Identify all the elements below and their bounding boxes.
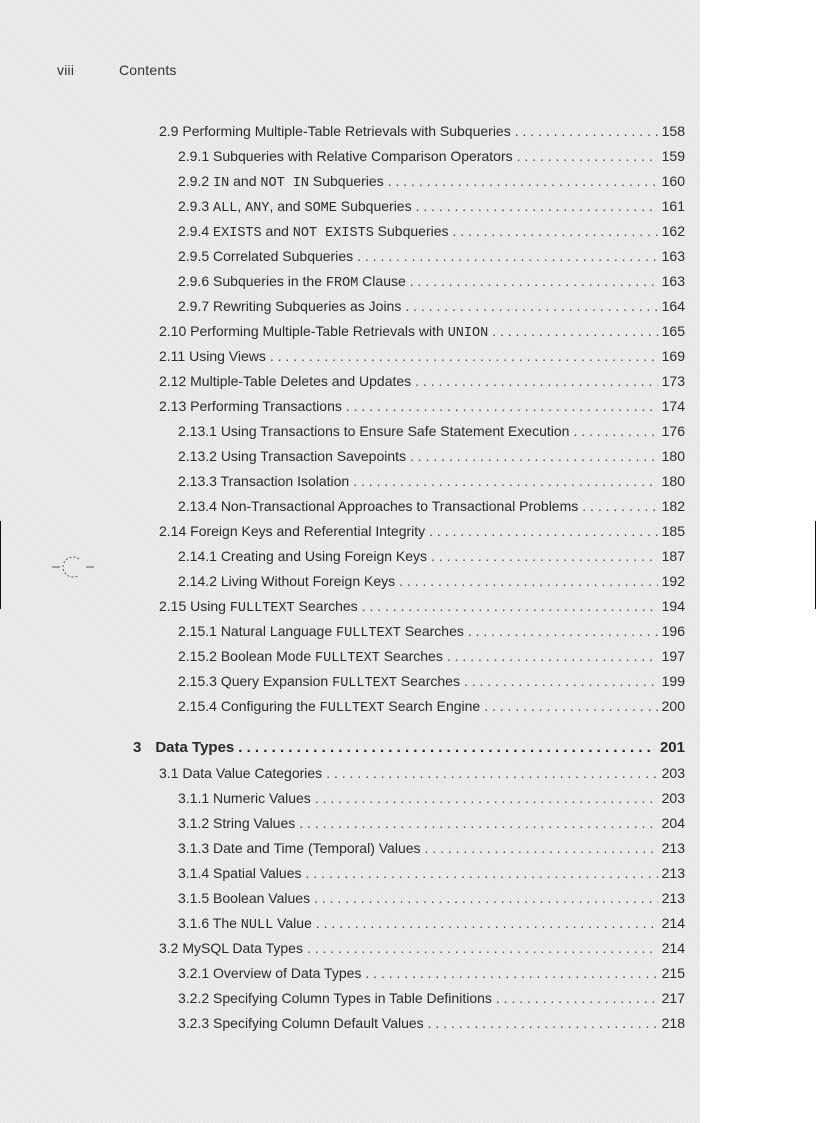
dot-leader xyxy=(316,913,658,933)
dot-leader xyxy=(492,321,657,341)
dot-leader xyxy=(416,196,658,216)
dot-leader xyxy=(431,546,658,566)
toc-page-number: 159 xyxy=(661,148,685,164)
page-number: viii xyxy=(57,62,75,78)
dot-leader xyxy=(484,696,657,716)
toc-entry[interactable] xyxy=(178,296,685,316)
toc-page-number: 164 xyxy=(661,298,685,314)
toc-entry-label: 2.15.4 Configuring the FULLTEXT Search Engine xyxy=(178,698,481,716)
dot-leader xyxy=(399,571,658,591)
dot-leader xyxy=(464,671,658,691)
toc-entry[interactable] xyxy=(178,646,685,666)
toc-page-number: 163 xyxy=(661,273,685,289)
dot-leader xyxy=(447,646,658,666)
running-header-title: Contents xyxy=(119,62,177,78)
toc-page-number: 213 xyxy=(661,840,685,856)
dot-leader xyxy=(388,171,658,191)
toc-entry[interactable] xyxy=(159,346,685,366)
toc-entry-label: 3.1 Data Value Categories xyxy=(159,765,323,781)
toc-entry[interactable] xyxy=(178,863,685,883)
toc-entry-label: 3.1.3 Date and Time (Temporal) Values xyxy=(178,840,421,856)
dot-leader xyxy=(365,963,657,983)
dot-leader xyxy=(357,246,658,266)
dot-leader xyxy=(496,988,658,1008)
dot-leader xyxy=(346,396,658,416)
toc-page-number: 165 xyxy=(661,323,685,339)
toc-page-number: 174 xyxy=(661,398,685,414)
toc-page-number: 203 xyxy=(661,765,685,781)
dot-leader xyxy=(573,421,657,441)
toc-entry[interactable] xyxy=(178,963,685,983)
toc-entry-label: 2.15.2 Boolean Mode FULLTEXT Searches xyxy=(178,648,443,666)
toc-entry-label: 2.9.2 IN and NOT IN Subqueries xyxy=(178,173,384,191)
dot-leader xyxy=(299,813,657,833)
toc-entry[interactable] xyxy=(178,621,685,641)
toc-entry-label: 3.2.2 Specifying Column Types in Table Definitions xyxy=(178,990,492,1006)
dot-leader xyxy=(468,621,658,641)
toc-entry-label: 2.14.2 Living Without Foreign Keys xyxy=(178,573,396,589)
toc-entry-label: 2.15.3 Query Expansion FULLTEXT Searches xyxy=(178,673,460,691)
toc-entry[interactable] xyxy=(178,671,685,691)
toc-entry-label: 2.13.4 Non-Transactional Approaches to Transactional Problems xyxy=(178,498,579,514)
toc-entry[interactable] xyxy=(178,913,685,933)
toc-page-number: 161 xyxy=(661,198,685,214)
toc-entry[interactable] xyxy=(178,571,685,591)
toc-entry[interactable] xyxy=(178,838,685,858)
toc-entry[interactable] xyxy=(159,938,685,958)
toc-entry[interactable] xyxy=(178,246,685,266)
toc-page-number: 173 xyxy=(661,373,685,389)
dot-leader xyxy=(405,296,657,316)
toc-entry[interactable] xyxy=(178,496,685,516)
toc-page-number: 197 xyxy=(661,648,685,664)
toc-entry[interactable] xyxy=(178,196,685,216)
toc-entry-label: 2.13.3 Transaction Isolation xyxy=(178,473,350,489)
toc-entry-label: 3.2 MySQL Data Types xyxy=(159,940,303,956)
toc-page-number: 176 xyxy=(661,423,685,439)
dot-leader xyxy=(410,446,658,466)
toc-page-number: 214 xyxy=(661,915,685,931)
toc-entry-label: 3.1.4 Spatial Values xyxy=(178,865,302,881)
toc-entry[interactable] xyxy=(178,546,685,566)
toc-entry[interactable] xyxy=(178,696,685,716)
toc-page-number: 180 xyxy=(661,448,685,464)
toc-entry-label: 2.13.2 Using Transaction Savepoints xyxy=(178,448,407,464)
toc-entry[interactable] xyxy=(159,521,685,541)
toc-entry[interactable] xyxy=(178,1013,685,1033)
dot-leader xyxy=(326,763,657,783)
dot-leader xyxy=(453,221,658,241)
dot-leader xyxy=(270,346,658,366)
toc-page-number: 182 xyxy=(661,498,685,514)
toc-entry[interactable] xyxy=(178,813,685,833)
toc-page-number: 204 xyxy=(661,815,685,831)
dot-leader xyxy=(515,121,658,141)
toc-entry[interactable] xyxy=(178,421,685,441)
toc-entry-label: 2.9.4 EXISTS and NOT EXISTS Subqueries xyxy=(178,223,449,241)
toc-page-number: 213 xyxy=(661,865,685,881)
toc-entry-label: 3.1.1 Numeric Values xyxy=(178,790,311,806)
toc-page-number: 185 xyxy=(661,523,685,539)
toc-entry[interactable] xyxy=(159,596,685,616)
toc-entry[interactable] xyxy=(178,221,685,241)
toc-page-number: 218 xyxy=(661,1015,685,1031)
dot-leader xyxy=(362,596,658,616)
toc-entry[interactable] xyxy=(178,788,685,808)
toc-page-number: 196 xyxy=(661,623,685,639)
toc-entry[interactable] xyxy=(159,371,685,391)
toc-entry-label: 2.9.7 Rewriting Subqueries as Joins xyxy=(178,298,402,314)
dot-leader xyxy=(314,888,658,908)
toc-entry[interactable] xyxy=(178,271,685,291)
toc-entry-label: 3 Data Types xyxy=(133,739,235,756)
toc-page-number: 160 xyxy=(661,173,685,189)
toc-page-number: 201 xyxy=(659,739,685,756)
toc-entry-label: 2.11 Using Views xyxy=(159,348,266,364)
toc-entry[interactable] xyxy=(159,121,685,141)
toc-entry-label: 2.15 Using FULLTEXT Searches xyxy=(159,598,358,616)
dot-leader xyxy=(410,271,658,291)
toc-page-number: 194 xyxy=(661,598,685,614)
toc-entry[interactable] xyxy=(178,171,685,191)
toc-page-number: 217 xyxy=(661,990,685,1006)
toc-entry-label: 2.15.1 Natural Language FULLTEXT Searches xyxy=(178,623,464,641)
toc-page-number: 180 xyxy=(661,473,685,489)
toc-page-number: 192 xyxy=(661,573,685,589)
toc-entry[interactable] xyxy=(178,988,685,1008)
toc-entry-label: 3.1.6 The NULL Value xyxy=(178,915,312,933)
toc-entry-label: 2.12 Multiple-Table Deletes and Updates xyxy=(159,373,412,389)
dot-leader xyxy=(238,738,656,758)
toc-page-number: 199 xyxy=(661,673,685,689)
toc-entry[interactable] xyxy=(178,146,685,166)
dot-leader xyxy=(429,521,657,541)
toc-entry-label: 2.9.1 Subqueries with Relative Comparison Operators xyxy=(178,148,513,164)
toc-entry-label: 2.9.3 ALL, ANY, and SOME Subqueries xyxy=(178,198,412,216)
toc-entry[interactable] xyxy=(159,763,685,783)
dot-leader xyxy=(517,146,658,166)
toc-page-number: 200 xyxy=(661,698,685,714)
dot-leader xyxy=(415,371,657,391)
left-edge-rule xyxy=(0,521,1,609)
dot-leader xyxy=(428,1013,658,1033)
toc-entry-label: 2.9.6 Subqueries in the FROM Clause xyxy=(178,273,406,291)
toc-entry[interactable] xyxy=(159,321,685,341)
toc-entry-label: 2.14 Foreign Keys and Referential Integrity xyxy=(159,523,426,539)
toc-entry[interactable] xyxy=(159,396,685,416)
toc-page-number: 214 xyxy=(661,940,685,956)
dot-leader xyxy=(315,788,658,808)
dot-leader xyxy=(353,471,657,491)
toc-page-number: 158 xyxy=(661,123,685,139)
toc-entry-label: 3.1.2 String Values xyxy=(178,815,296,831)
toc-chapter-entry[interactable] xyxy=(133,738,685,758)
dot-leader xyxy=(582,496,657,516)
toc-entry-label: 2.13 Performing Transactions xyxy=(159,398,342,414)
registration-mark-icon xyxy=(50,553,96,581)
toc-entry-label: 2.14.1 Creating and Using Foreign Keys xyxy=(178,548,428,564)
toc-page-number: 203 xyxy=(661,790,685,806)
toc-page-number: 169 xyxy=(661,348,685,364)
toc-entry-label: 2.13.1 Using Transactions to Ensure Safe Statement Execution xyxy=(178,423,570,439)
toc-entry[interactable] xyxy=(178,888,685,908)
dot-leader xyxy=(307,938,658,958)
toc-entry-label: 2.9.5 Correlated Subqueries xyxy=(178,248,354,264)
chapter-number: 3 xyxy=(133,739,142,756)
toc-page-number: 215 xyxy=(661,965,685,981)
toc-page-number: 213 xyxy=(661,890,685,906)
toc-entry-label: 2.10 Performing Multiple-Table Retrievals with UNION xyxy=(159,323,489,341)
dot-leader xyxy=(306,863,658,883)
toc-page-number: 187 xyxy=(661,548,685,564)
toc-page-number: 162 xyxy=(661,223,685,239)
toc-entry-label: 3.1.5 Boolean Values xyxy=(178,890,311,906)
toc-entry[interactable] xyxy=(178,446,685,466)
toc-entry-label: 3.2.3 Specifying Column Default Values xyxy=(178,1015,424,1031)
dot-leader xyxy=(425,838,658,858)
toc-entry-label: 2.9 Performing Multiple-Table Retrievals with Subqueries xyxy=(159,123,511,139)
toc-entry-label: 3.2.1 Overview of Data Types xyxy=(178,965,362,981)
toc-entry[interactable] xyxy=(178,471,685,491)
toc-page-number: 163 xyxy=(661,248,685,264)
